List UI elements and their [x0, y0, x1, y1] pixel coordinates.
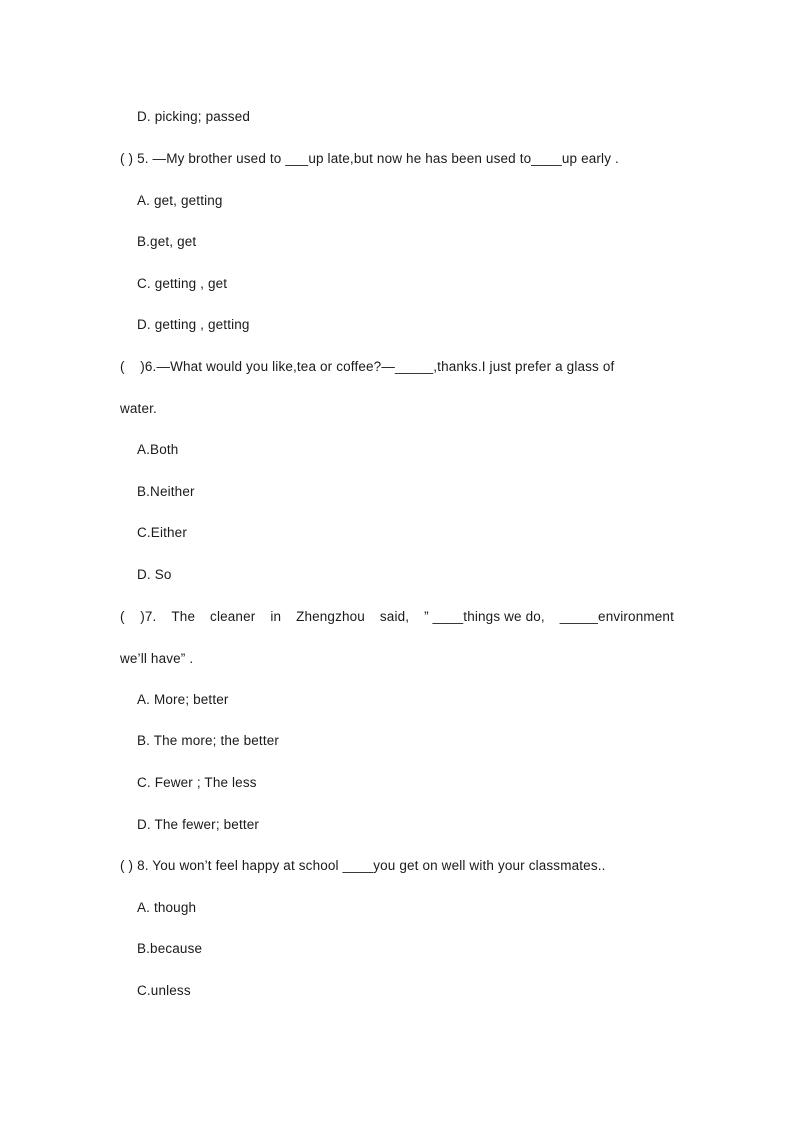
- q7-stem-line2: we’ll have” .: [120, 651, 194, 666]
- q6-stem-text: ( )6.—What would you like,tea or coffee?—_____,thanks.I just prefer a glass of: [120, 359, 615, 374]
- q7-stem-part: Zhengzhou: [296, 609, 365, 624]
- q8-stem: ( ) 8. You won’t feel happy at school ____you get on well with your classmates..: [120, 858, 606, 873]
- q7-stem-part: in: [270, 609, 282, 624]
- q7-stem-part: ” ____things we do,: [424, 609, 545, 624]
- q6-option-a: A.Both: [137, 442, 179, 457]
- q7-option-c: C. Fewer ; The less: [137, 775, 257, 790]
- q6-option-c: C.Either: [137, 525, 187, 540]
- q8-option-c: C.unless: [137, 983, 191, 998]
- q7-option-a: A. More; better: [137, 692, 229, 707]
- q7-stem-part: ( )7.: [120, 609, 157, 624]
- q6-option-b: B.Neither: [137, 484, 195, 499]
- q8-option-b: B.because: [137, 941, 203, 956]
- q7-stem-part: cleaner: [210, 609, 256, 624]
- q4-option-d: D. picking; passed: [137, 109, 251, 124]
- q8-option-a: A. though: [137, 900, 197, 915]
- q7-option-b: B. The more; the better: [137, 733, 280, 748]
- q7-stem-part: said,: [379, 609, 410, 624]
- q7-stem-line1: [120, 608, 674, 626]
- q6-stem-line1: [120, 358, 674, 376]
- q7-option-d: D. The fewer; better: [137, 817, 260, 832]
- q7-stem-part: _____environment: [559, 609, 674, 624]
- q5-option-a: A. get, getting: [137, 193, 223, 208]
- q5-option-d: D. getting , getting: [137, 317, 250, 332]
- q6-stem-line2: water.: [120, 401, 157, 416]
- q7-stem-part: The: [171, 609, 196, 624]
- q5-option-b: B.get, get: [137, 234, 197, 249]
- q5-option-c: C. getting , get: [137, 276, 228, 291]
- q5-stem: ( ) 5. —My brother used to ___up late,but now he has been used to____up early .: [120, 151, 619, 166]
- q6-option-d: D. So: [137, 567, 172, 582]
